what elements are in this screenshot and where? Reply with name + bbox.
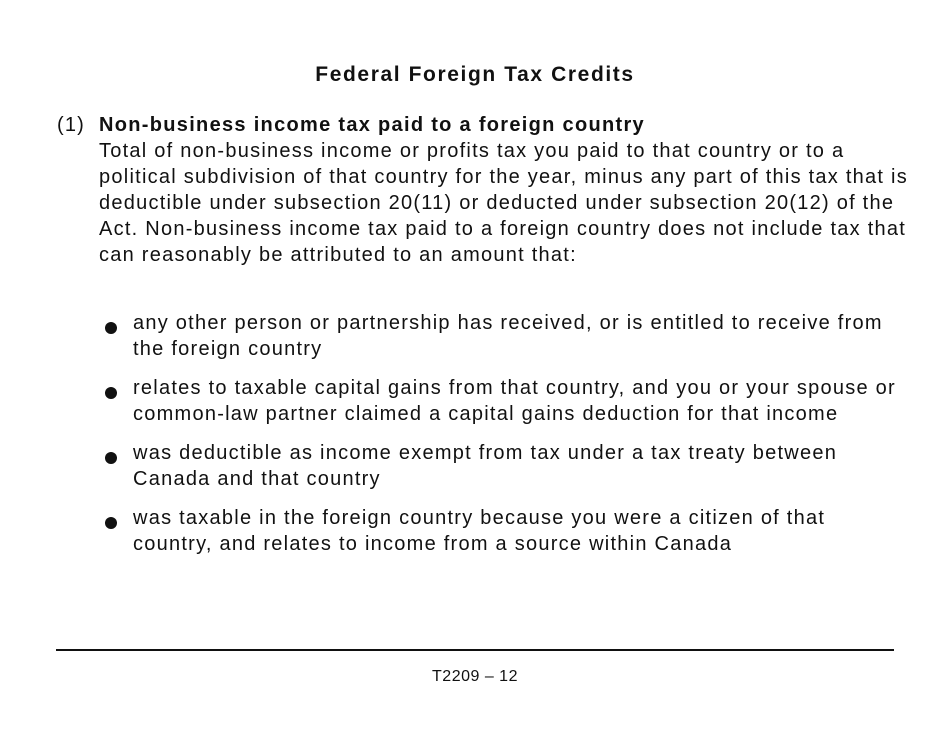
bullet-text: was taxable in the foreign country because you were a citizen of that country, and relates to income from a source within Canada — [133, 507, 826, 555]
bullet-icon — [105, 517, 117, 529]
bullet-text: was deductible as income exempt from tax under a tax treaty between Canada and that country — [133, 442, 838, 490]
list-item — [100, 505, 900, 557]
section-body — [99, 112, 917, 268]
bullet-list — [100, 310, 900, 570]
page-number: T2209 – 12 — [432, 668, 518, 685]
bullet-text: any other person or partnership has received, or is entitled to receive from the foreign country — [133, 312, 883, 360]
section-text: Total of non-business income or profits tax you paid to that country or to a political subdivision of that country for the year, minus any part of this tax that is deductible under subsection 20(11) or deducted under subsection 20(12) of the Act. Non-business income tax paid to a foreign country does not include tax that can reasonably be attributed to an amount that: — [99, 140, 908, 266]
footer-divider — [56, 649, 894, 651]
list-item — [100, 375, 900, 427]
bullet-text: relates to taxable capital gains from that country, and you or your spouse or common-law partner claimed a capital gains deduction for that income — [133, 377, 896, 425]
bullet-icon — [105, 452, 117, 464]
list-item — [100, 310, 900, 362]
page-title: Federal Foreign Tax Credits — [315, 63, 635, 86]
bullet-icon — [105, 322, 117, 334]
section-number: (1) — [57, 114, 86, 136]
section-1 — [57, 112, 917, 268]
bullet-icon — [105, 387, 117, 399]
list-item — [100, 440, 900, 492]
section-heading: Non-business income tax paid to a foreign country — [99, 114, 645, 136]
